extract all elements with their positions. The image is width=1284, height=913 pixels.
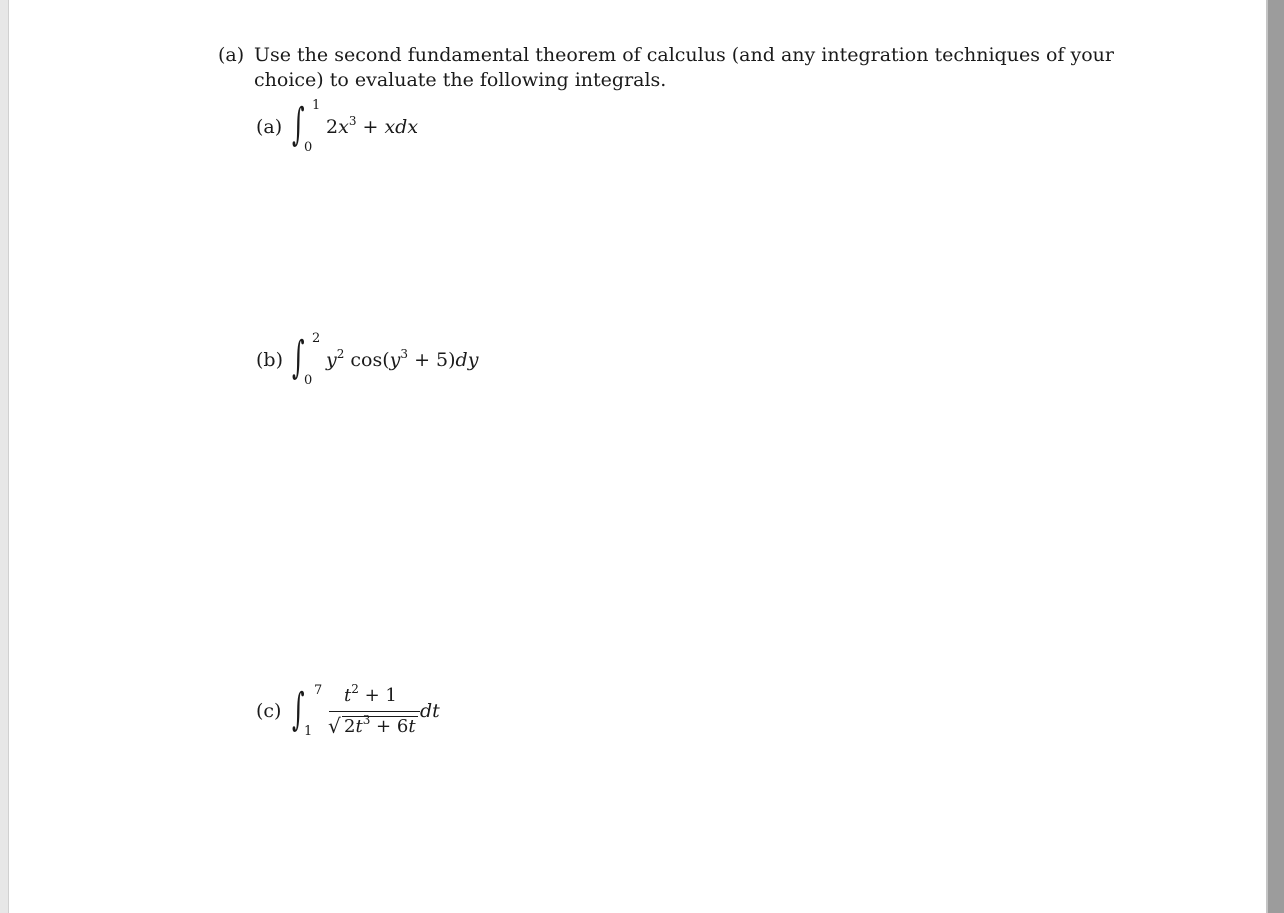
integrand: $2x^3$ + xdx xyxy=(326,114,419,138)
upper-limit: 7 xyxy=(314,683,323,698)
upper-limit: 1 xyxy=(312,98,321,113)
fraction-bar xyxy=(329,711,420,712)
differential: dt xyxy=(420,700,440,722)
fraction-numerator: $t^2 + 1$ xyxy=(344,682,397,706)
upper-limit: 2 xyxy=(312,331,321,346)
fraction-denominator: $2t^3 + 6t$ xyxy=(344,713,416,737)
integral-sign-icon: ∫ xyxy=(292,332,305,383)
page-right-scrollbar[interactable] xyxy=(1266,0,1284,913)
square-root-icon: √ xyxy=(328,714,341,738)
problem-label: (a) xyxy=(256,116,283,138)
integral-sign-icon: ∫ xyxy=(292,99,305,150)
problem-label: (c) xyxy=(256,700,282,722)
lower-limit: 0 xyxy=(304,140,313,155)
lower-limit: 1 xyxy=(304,724,313,739)
intro-text: Use the second fundamental theorem of calculus (and any integration techniques of your choice) to evaluate the following integrals. xyxy=(254,44,1114,91)
lower-limit: 0 xyxy=(304,373,313,388)
page-left-edge xyxy=(0,0,9,913)
problem-label: (b) xyxy=(256,349,283,371)
integral-sign-icon: ∫ xyxy=(292,684,305,735)
integrand: $y^2$ $\cos(y^3 + 5)dy$ xyxy=(326,347,479,371)
intro-label: (a) xyxy=(218,44,245,66)
